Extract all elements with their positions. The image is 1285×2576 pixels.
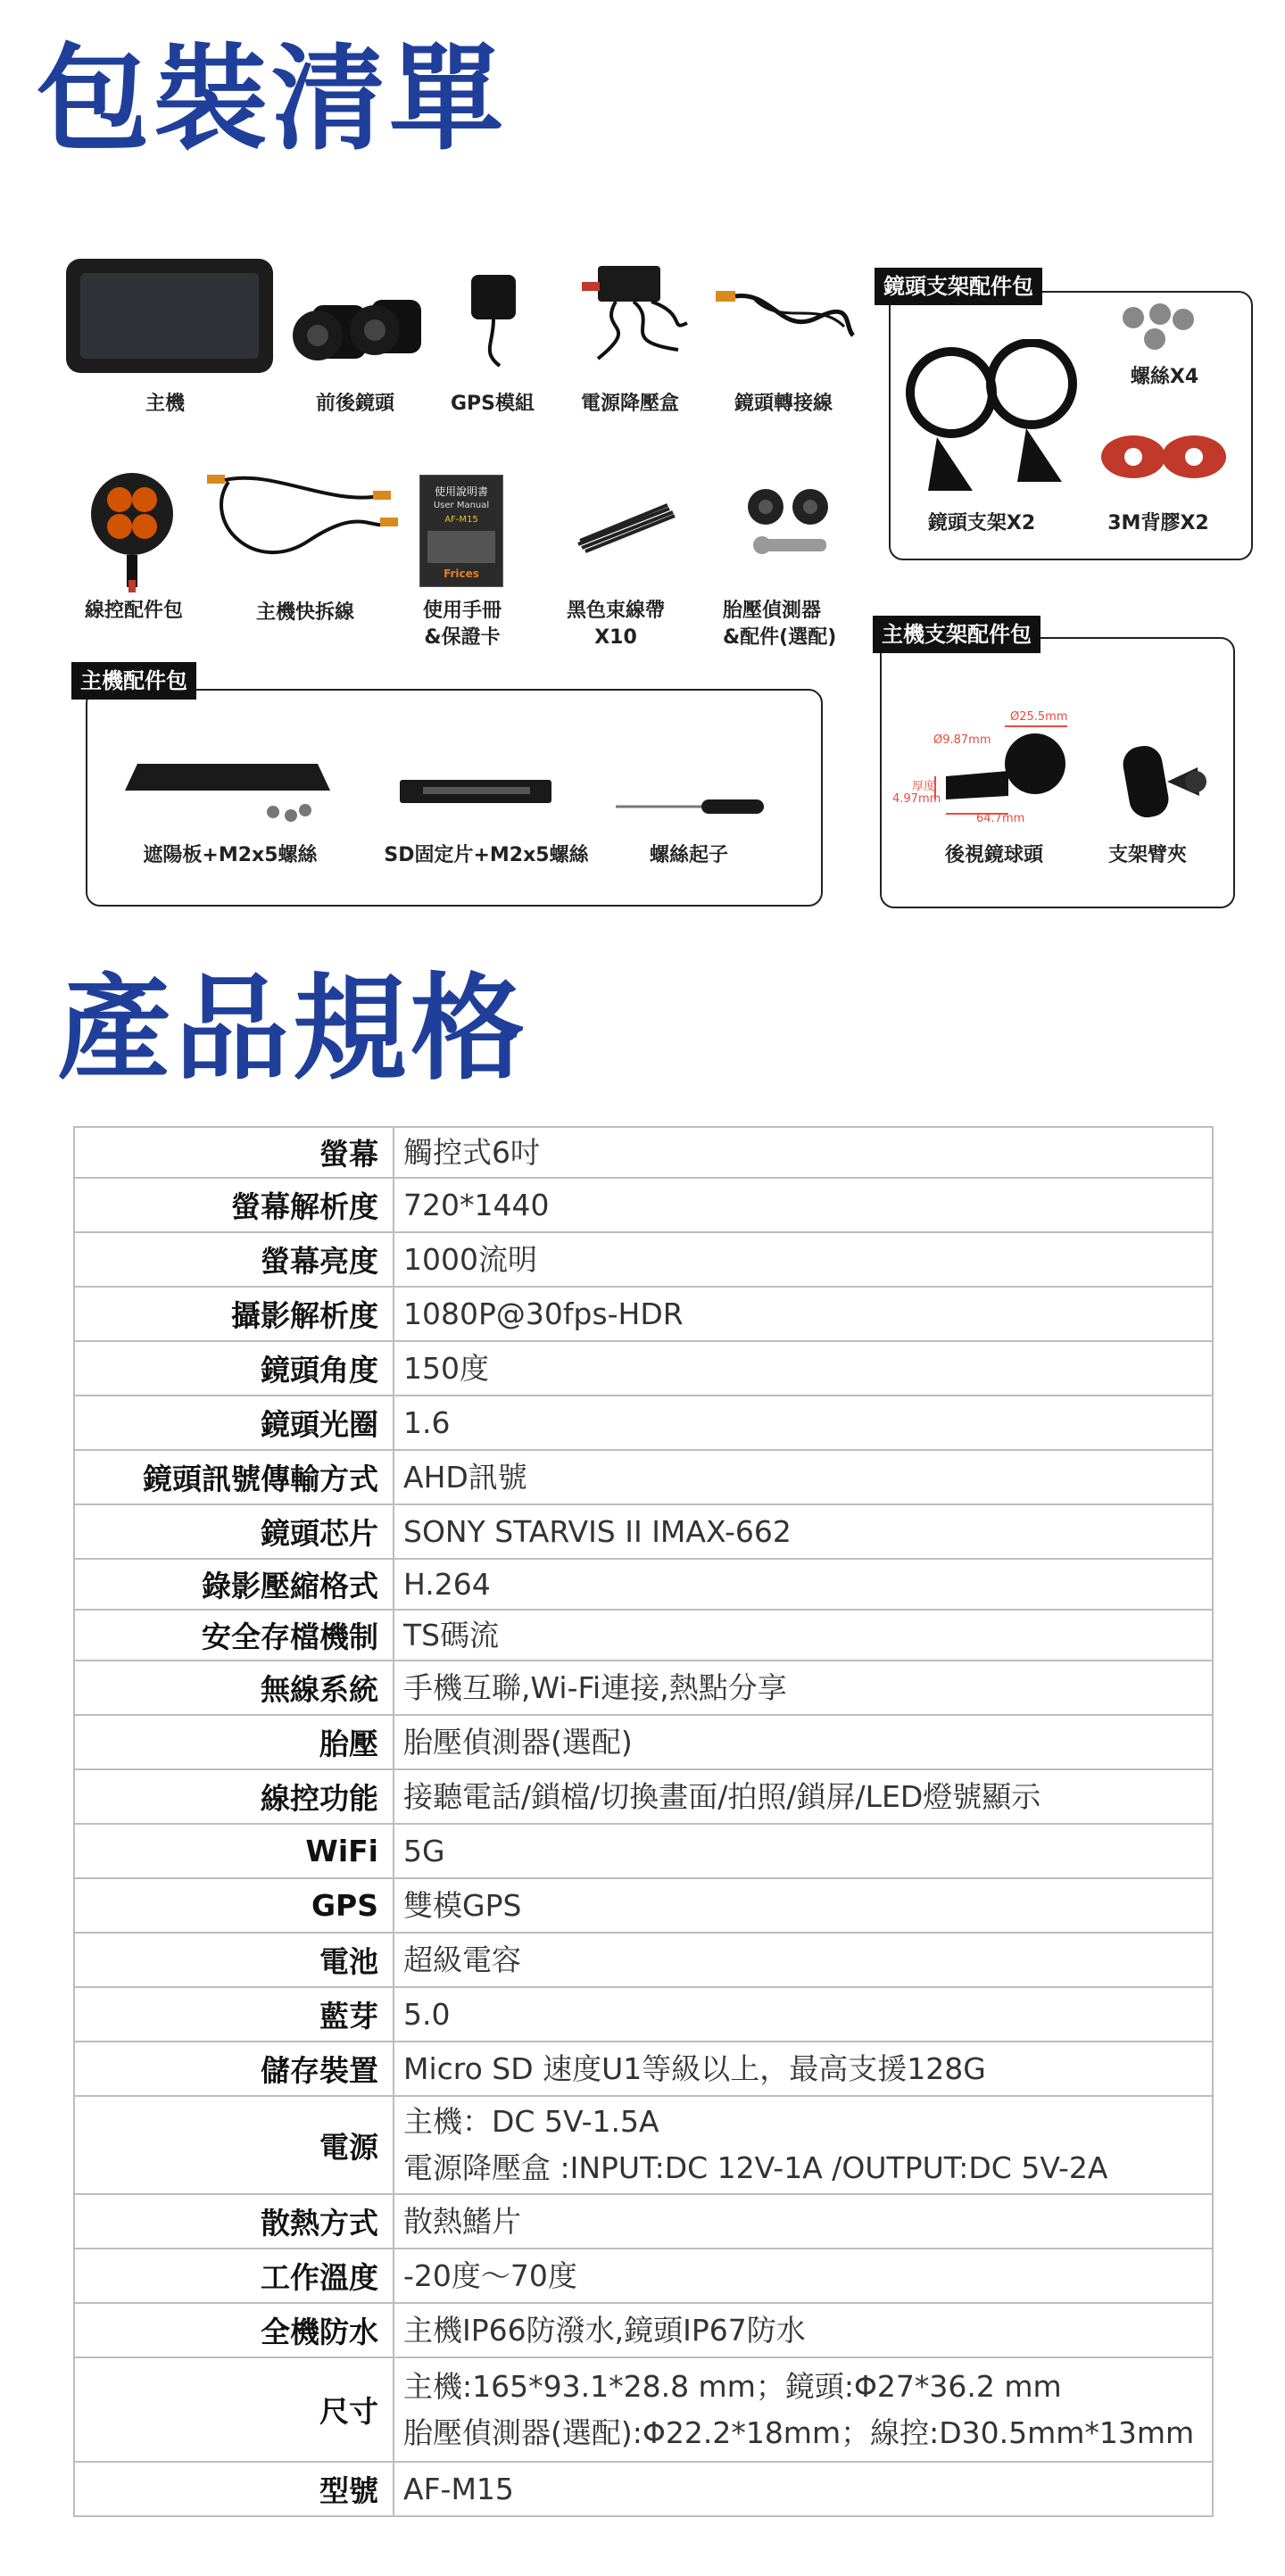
arm-clamp-label: 支架臂夾 [1107, 844, 1187, 866]
spec-value [394, 1987, 1213, 2042]
spec-row [74, 2042, 1213, 2096]
lens-kit-bracket-label: 鏡頭支架X2 [927, 512, 1036, 534]
host-kit-tag: 主機配件包 [71, 662, 196, 700]
spec-key: 螢幕亮度 [74, 1232, 394, 1287]
spec-value [394, 2194, 1213, 2249]
spec-value [394, 1341, 1213, 1396]
mount-kit-tag: 主機支架配件包 [873, 616, 1040, 653]
spec-key: 線控功能 [74, 1769, 394, 1824]
user-manual-label-line2: &保證卡 [424, 626, 501, 649]
spec-table [73, 1126, 1214, 2517]
spec-row [74, 1504, 1213, 1559]
spec-value-line: 5.0 [403, 1996, 451, 2032]
spec-title: 產品規格 [57, 963, 529, 1096]
spec-key: 鏡頭光圈 [74, 1396, 394, 1450]
mount-dim-len: 64.7mm [976, 812, 1025, 825]
spec-value [394, 1504, 1213, 1559]
screwdriver-image [612, 794, 773, 821]
main-unit-label: 主機 [145, 393, 185, 415]
sd-plate-label: SD固定片+M2x5螺絲 [384, 844, 589, 866]
spec-key: 安全存檔機制 [74, 1610, 394, 1661]
screws-image [1114, 300, 1203, 362]
spec-value-line: 電源降壓盒 :INPUT:DC 12V-1A /OUTPUT:DC 5V-2A [403, 2150, 1108, 2185]
spec-row [74, 1661, 1213, 1715]
cable-ties-image [571, 500, 678, 553]
spec-key: GPS [74, 1878, 394, 1933]
spec-row [74, 1450, 1213, 1504]
spec-value [394, 2249, 1213, 2303]
spec-key: 螢幕 [74, 1127, 394, 1178]
spec-value [394, 1610, 1213, 1661]
spec-row [74, 1933, 1213, 1987]
manual-cover-brand: Frices [444, 567, 479, 580]
spec-value-line: 胎壓偵測器(選配) [403, 1724, 633, 1760]
manual-cover-model: AF-M15 [444, 515, 478, 525]
spec-value-line: 主機IP66防潑水,鏡頭IP67防水 [403, 2312, 806, 2348]
spec-value-line: 胎壓偵測器(選配):Φ22.2*18mm；線控:D30.5mm*13mm [403, 2414, 1195, 2450]
tpms-sensor-image [741, 482, 839, 571]
mount-dim-thick-label: 厚度 [912, 780, 936, 793]
sun-visor-label: 遮陽板+M2x5螺絲 [143, 844, 318, 866]
spec-value-line: AF-M15 [403, 2471, 514, 2506]
spec-row [74, 2462, 1213, 2516]
spec-row [74, 1987, 1213, 2042]
spec-value-line: 1080P@30fps-HDR [403, 1296, 684, 1331]
user-manual-image [419, 475, 503, 587]
spec-row [74, 1824, 1213, 1878]
spec-value [394, 1933, 1213, 1987]
spec-value [394, 1824, 1213, 1878]
spec-value-line: H.264 [403, 1566, 491, 1602]
lens-kit-tag: 鏡頭支架配件包 [875, 268, 1042, 305]
spec-key: 型號 [74, 2462, 394, 2516]
spec-value-line: 主機:165*93.1*28.8 mm；鏡頭:Φ27*36.2 mm [403, 2368, 1062, 2404]
lens-adapter-cable-image [710, 282, 862, 353]
power-box-image [562, 261, 696, 368]
spec-row [74, 1610, 1213, 1661]
spec-row [74, 1769, 1213, 1824]
spec-value [394, 2303, 1213, 2357]
spec-key: 攝影解析度 [74, 1287, 394, 1341]
spec-value [394, 1661, 1213, 1715]
spec-value [394, 1559, 1213, 1610]
spec-value [394, 1715, 1213, 1769]
spec-key: 胎壓 [74, 1715, 394, 1769]
spec-value-line: 1.6 [403, 1404, 451, 1440]
power-box-label: 電源降壓盒 [580, 393, 679, 415]
tpms-sensor-label-line2: &配件(選配) [723, 626, 837, 649]
spec-value-line: TS碼流 [403, 1617, 500, 1652]
spec-value [394, 1287, 1213, 1341]
package-title: 包裝清單 [36, 33, 508, 166]
spec-value [394, 1178, 1213, 1232]
lens-kit-tape-label: 3M背膠X2 [1107, 512, 1209, 534]
spec-value [394, 1769, 1213, 1824]
spec-row [74, 1287, 1213, 1341]
spec-row [74, 1341, 1213, 1396]
cable-ties-label-line1: 黑色束線帶 [566, 600, 665, 622]
wire-control-label: 線控配件包 [84, 600, 183, 622]
lens-adapter-cable-label: 鏡頭轉接線 [734, 393, 833, 415]
spec-key: 鏡頭芯片 [74, 1504, 394, 1559]
camera-lens-label: 前後鏡頭 [315, 393, 394, 415]
adhesive-tape-image [1098, 428, 1231, 491]
spec-key: 儲存裝置 [74, 2042, 394, 2096]
spec-value-line: 150度 [403, 1350, 489, 1386]
spec-key: 錄影壓縮格式 [74, 1559, 394, 1610]
sd-plate-image [396, 774, 557, 810]
spec-row [74, 2096, 1213, 2194]
spec-key: 無線系統 [74, 1661, 394, 1715]
spec-row [74, 2249, 1213, 2303]
spec-value-line: Micro SD 速度U1等級以上，最高支援128G [403, 2050, 986, 2086]
spec-key: 螢幕解析度 [74, 1178, 394, 1232]
spec-key: WiFi [74, 1824, 394, 1878]
spec-row [74, 1178, 1213, 1232]
tpms-sensor-label [723, 598, 857, 651]
spec-key: 全機防水 [74, 2303, 394, 2357]
spec-value-line: 主機：DC 5V-1.5A [403, 2104, 659, 2139]
spec-value [394, 1396, 1213, 1450]
spec-key: 鏡頭訊號傳輸方式 [74, 1450, 394, 1504]
spec-value [394, 1127, 1213, 1178]
quick-release-cable-image [202, 469, 398, 576]
spec-value-line: 5G [403, 1833, 445, 1868]
cable-ties-label-line2: X10 [594, 626, 637, 649]
spec-value-line: 雙模GPS [403, 1887, 522, 1923]
spec-value-line: 觸控式6吋 [403, 1134, 540, 1170]
spec-value [394, 2042, 1213, 2096]
tpms-sensor-label-line1: 胎壓偵測器 [723, 600, 822, 622]
spec-value [394, 2096, 1213, 2194]
spec-key: 尺寸 [74, 2357, 394, 2462]
spec-row [74, 2357, 1213, 2462]
spec-value-line: 超級電容 [403, 1942, 521, 1977]
spec-value-line: 接聽電話/鎖檔/切換畫面/拍照/鎖屏/LED燈號顯示 [403, 1778, 1041, 1814]
spec-value-line: 720*1440 [403, 1187, 550, 1222]
mount-dim-d2: Ø9.87mm [933, 733, 991, 747]
spec-row [74, 1232, 1213, 1287]
spec-value [394, 2357, 1213, 2462]
spec-row [74, 2194, 1213, 2249]
gps-module-image [464, 268, 526, 375]
spec-value-line: 散熱鰭片 [403, 2203, 521, 2239]
main-unit-image [64, 257, 275, 375]
spec-row [74, 1715, 1213, 1769]
sun-visor-image [116, 755, 339, 826]
spec-key: 電源 [74, 2096, 394, 2194]
cable-ties-label [553, 598, 678, 651]
lens-bracket-image [901, 339, 1080, 509]
user-manual-label [409, 598, 516, 651]
user-manual-label-line1: 使用手冊 [422, 600, 502, 622]
spec-value [394, 1232, 1213, 1287]
spec-key: 藍芽 [74, 1987, 394, 2042]
spec-value [394, 1450, 1213, 1504]
spec-key: 散熱方式 [74, 2194, 394, 2249]
lens-kit-screws-label: 螺絲X4 [1130, 366, 1199, 388]
screwdriver-label: 螺絲起子 [649, 844, 728, 866]
wire-control-image [89, 464, 178, 598]
ball-mount-label: 後視鏡球頭 [944, 844, 1043, 866]
spec-row [74, 2303, 1213, 2357]
quick-release-cable-label: 主機快拆線 [255, 601, 354, 624]
spec-row [74, 1878, 1213, 1933]
mount-dim-d1: Ø25.5mm [1010, 710, 1068, 724]
spec-row [74, 1127, 1213, 1178]
spec-row [74, 1396, 1213, 1450]
spec-value-line: -20度～70度 [403, 2257, 577, 2293]
arm-clamp-image [1099, 728, 1206, 835]
spec-value-line: 1000流明 [403, 1241, 537, 1277]
spec-key: 工作溫度 [74, 2249, 394, 2303]
spec-row [74, 1559, 1213, 1610]
spec-value-line: AHD訊號 [403, 1459, 527, 1495]
spec-key: 電池 [74, 1933, 394, 1987]
spec-value [394, 2462, 1213, 2516]
spec-value-line: 手機互聯,Wi-Fi連接,熱點分享 [403, 1669, 787, 1705]
spec-key: 鏡頭角度 [74, 1341, 394, 1396]
spec-value-line: SONY STARVIS II IMAX-662 [403, 1513, 792, 1549]
spec-value [394, 1878, 1213, 1933]
manual-cover-title: 使用說明書 [434, 485, 488, 498]
camera-lens-image [286, 293, 428, 373]
manual-cover-sub: User Manual [433, 501, 490, 510]
gps-module-label: GPS模組 [450, 393, 535, 415]
mount-dim-thick: 4.97mm [892, 792, 941, 806]
